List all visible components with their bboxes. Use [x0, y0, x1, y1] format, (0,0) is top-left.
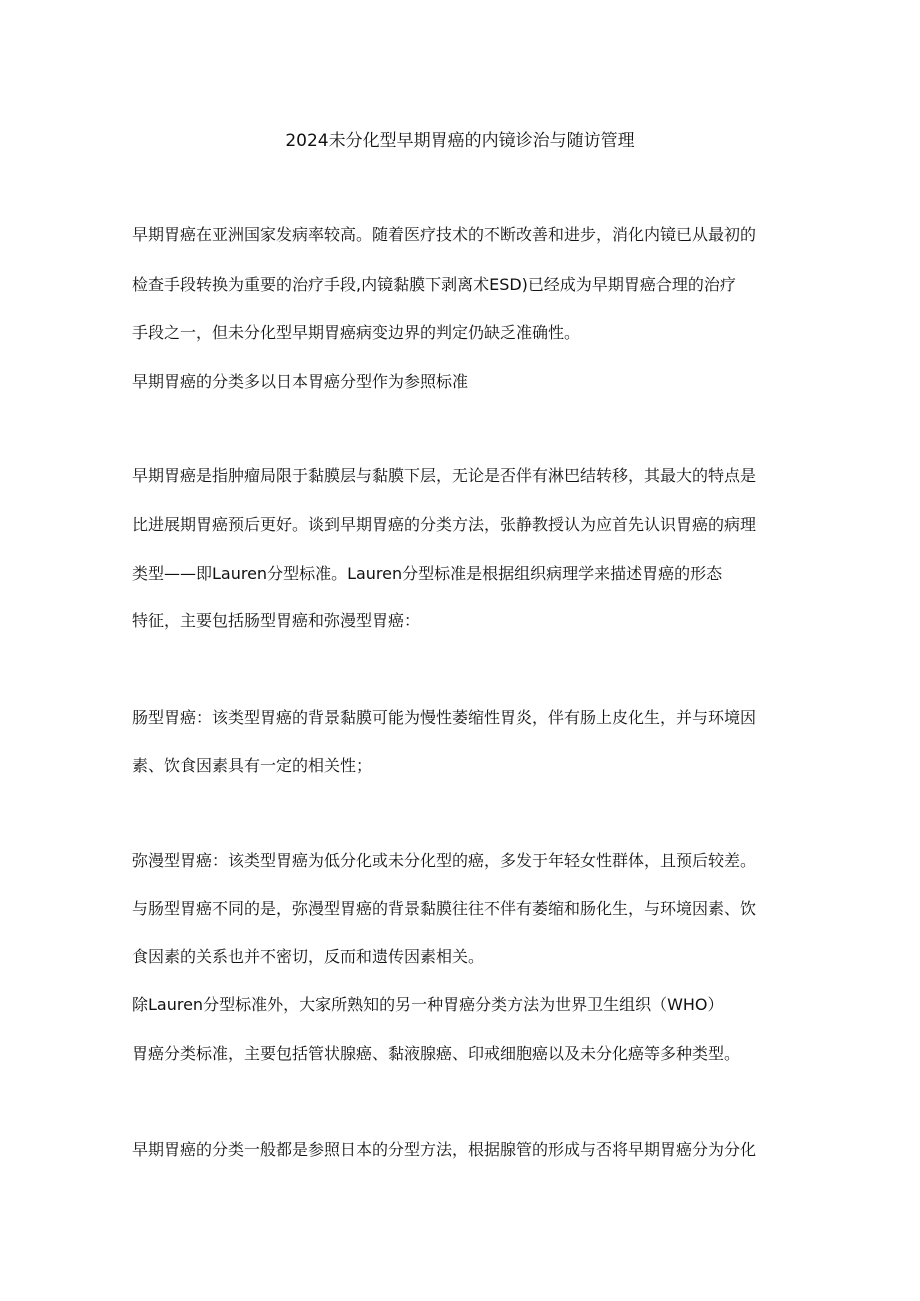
paragraph-line: 除Lauren分型标准外，大家所熟知的另一种胃癌分类方法为世界卫生组织（WHO） — [132, 995, 724, 1014]
paragraph-line: 早期胃癌的分类一般都是参照日本的分型方法，根据腺管的形成与否将早期胃癌分为分化 — [132, 1140, 757, 1159]
paragraph-line: 手段之一，但未分化型早期胃癌病变边界的判定仍缺乏准确性。 — [132, 323, 581, 342]
paragraph-line: 早期胃癌在亚洲国家发病率较高。随着医疗技术的不断改善和进步，消化内镜已从最初的 — [132, 225, 757, 244]
paragraph-line: 胃癌分类标准，主要包括管状腺癌、黏液腺癌、印戒细胞癌以及未分化癌等多种类型。 — [132, 1044, 741, 1063]
paragraph-line: 肠型胃癌：该类型胃癌的背景黏膜可能为慢性萎缩性胃炎，伴有肠上皮化生，并与环境因 — [132, 708, 757, 727]
paragraph-line: 食因素的关系也并不密切，反而和遗传因素相关。 — [132, 947, 485, 966]
paragraph-line: 弥漫型胃癌：该类型胃癌为低分化或未分化型的癌，多发于年轻女性群体，且预后较差。 — [132, 851, 757, 870]
paragraph-line: 比进展期胃癌预后更好。谈到早期胃癌的分类方法，张静教授认为应首先认识胃癌的病理 — [132, 515, 757, 534]
paragraph-line: 素、饮食因素具有一定的相关性； — [132, 756, 373, 775]
paragraph-line: 检查手段转换为重要的治疗手段,内镜黏膜下剥离术ESD)已经成为早期胃癌合理的治疗 — [132, 275, 736, 294]
paragraph-line: 早期胃癌是指肿瘤局限于黏膜层与黏膜下层，无论是否伴有淋巴结转移，其最大的特点是 — [132, 466, 757, 485]
paragraph-line: 早期胃癌的分类多以日本胃癌分型作为参照标准 — [132, 372, 469, 391]
document-title: 2024未分化型早期胃癌的内镜诊治与随访管理 — [285, 131, 635, 151]
paragraph-line: 与肠型胃癌不同的是，弥漫型胃癌的背景黏膜往往不伴有萎缩和肠化生，与环境因素、饮 — [132, 899, 757, 918]
paragraph-line: 特征，主要包括肠型胃癌和弥漫型胃癌： — [132, 611, 421, 630]
paragraph-line: 类型——即Lauren分型标准。Lauren分型标准是根据组织病理学来描述胃癌的形态 — [132, 564, 723, 583]
